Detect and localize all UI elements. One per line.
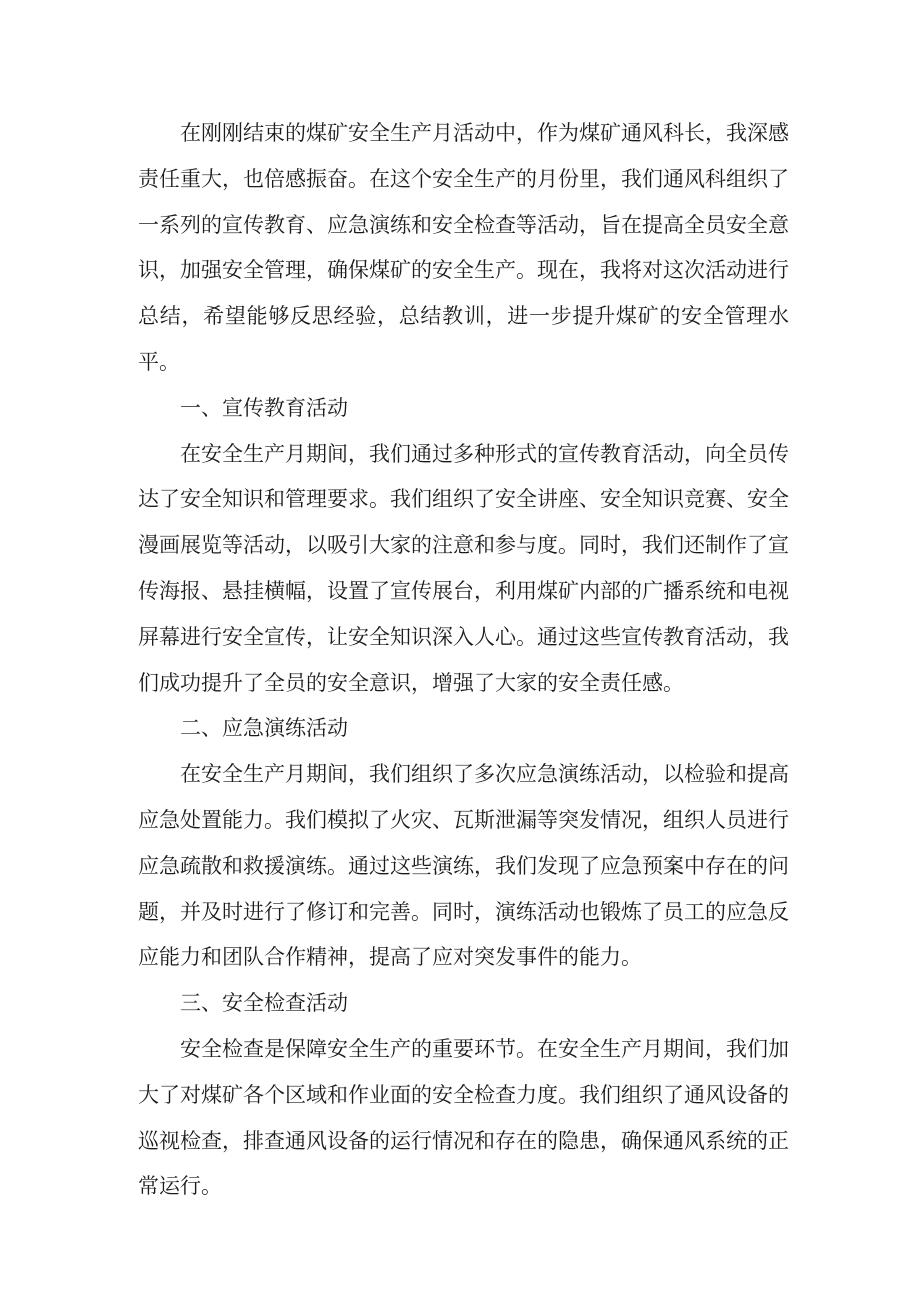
section-heading-publicity: 一、宣传教育活动 <box>180 395 348 420</box>
drills-paragraph: 在安全生产月期间，我们组织了多次应急演练活动，以检验和提高应急处置能力。我们模拟了火灾、瓦斯泄漏等突发情况，组织人员进行应急疏散和救援演练。通过这些演练，我们发现了应急预案中存在的问题，并及时进行了修订和完善。同时，演练活动也锻炼了员工的应急反应能力和团队合作精神，提高了应对突发事件的能力。 <box>138 762 789 970</box>
intro-paragraph: 在刚刚结束的煤矿安全生产月活动中，作为煤矿通风科长，我深感责任重大，也倍感振奋。在这个安全生产的月份里，我们通风科组织了一系列的宣传教育、应急演练和安全检查等活动，旨在提高全员安全意识，加强安全管理，确保煤矿的安全生产。现在，我将对这次活动进行总结，希望能够反思经验，总结教训，进一步提升煤矿的安全管理水平。 <box>138 121 789 374</box>
publicity-paragraph: 在安全生产月期间，我们通过多种形式的宣传教育活动，向全员传达了安全知识和管理要求。我们组织了安全讲座、安全知识竞赛、安全漫画展览等活动，以吸引大家的注意和参与度。同时，我们还制作了宣传海报、悬挂横幅，设置了宣传展台，利用煤矿内部的广播系统和电视屏幕进行安全宣传，让安全知识深入人心。通过这些宣传教育活动，我们成功提升了全员的安全意识，增强了大家的安全责任感。 <box>138 441 789 695</box>
section-heading-inspection: 三、安全检查活动 <box>180 991 348 1016</box>
document-body <box>138 111 789 1210</box>
inspection-paragraph: 安全检查是保障安全生产的重要环节。在安全生产月期间，我们加大了对煤矿各个区域和作业面的安全检查力度。我们组织了通风设备的巡视检查，排查通风设备的运行情况和存在的隐患，确保通风系统的正常运行。 <box>138 1036 789 1199</box>
section-heading-drills: 二、应急演练活动 <box>180 716 348 741</box>
